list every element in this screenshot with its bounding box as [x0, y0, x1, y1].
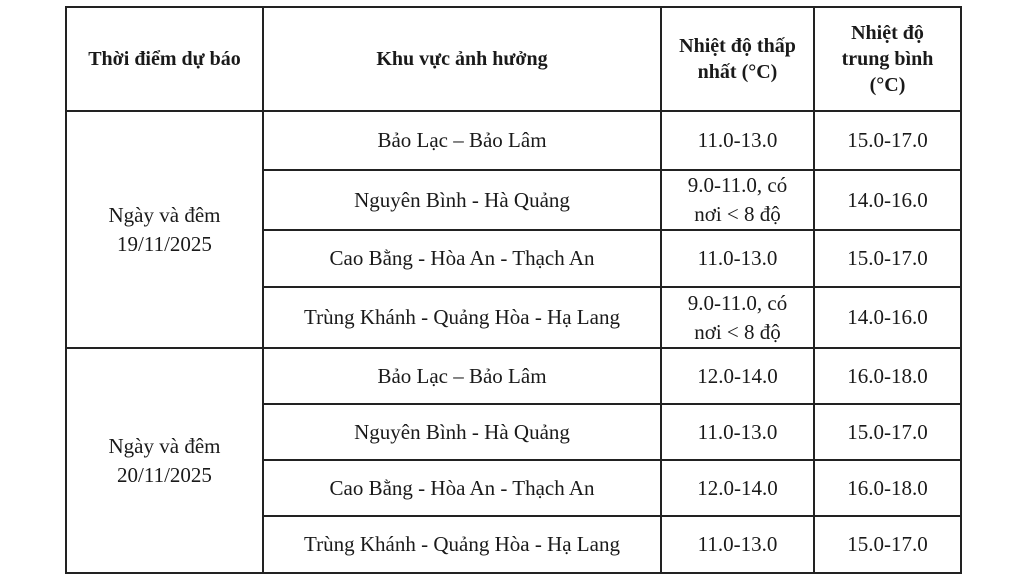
header-area: Khu vực ảnh hưởng — [263, 7, 661, 111]
avg-temp-cell: 15.0-17.0 — [814, 516, 961, 573]
min-temp-line: nơi < 8 độ — [694, 202, 781, 226]
min-temp-cell — [661, 404, 814, 460]
header-min-temp — [661, 7, 814, 111]
avg-temp-cell: 14.0-16.0 — [814, 287, 961, 348]
header-avg-temp-line: (°C) — [869, 74, 906, 96]
min-temp-cell — [661, 111, 814, 170]
min-temp-cell — [661, 516, 814, 573]
avg-temp-cell: 16.0-18.0 — [814, 348, 961, 404]
min-temp-line: 12.0-14.0 — [697, 363, 778, 388]
min-temp-line: 11.0-13.0 — [697, 419, 778, 444]
min-temp-line: 11.0-13.0 — [697, 128, 778, 152]
header-row — [66, 7, 961, 111]
table-row — [66, 348, 961, 404]
area-cell: Trùng Khánh - Quảng Hòa - Hạ Lang — [263, 287, 661, 348]
table-row — [66, 111, 961, 170]
forecast-table — [65, 6, 962, 574]
area-cell: Cao Bằng - Hòa An - Thạch An — [263, 460, 661, 516]
avg-temp-cell: 14.0-16.0 — [814, 170, 961, 230]
header-avg-temp-line: trung bình — [841, 48, 934, 70]
area-cell: Cao Bằng - Hòa An - Thạch An — [263, 230, 661, 287]
avg-temp-cell: 15.0-17.0 — [814, 404, 961, 460]
min-temp-line: 12.0-14.0 — [697, 475, 778, 500]
min-temp-line: 9.0-11.0, có — [687, 173, 788, 197]
area-cell: Nguyên Bình - Hà Quảng — [263, 170, 661, 230]
avg-temp-cell: 15.0-17.0 — [814, 111, 961, 170]
forecast-time-cell — [66, 111, 263, 348]
min-temp-cell — [661, 348, 814, 404]
header-avg-temp-line: Nhiệt độ — [851, 22, 924, 44]
avg-temp-cell: 15.0-17.0 — [814, 230, 961, 287]
area-cell: Trùng Khánh - Quảng Hòa - Hạ Lang — [263, 516, 661, 573]
avg-temp-cell: 16.0-18.0 — [814, 460, 961, 516]
area-cell: Nguyên Bình - Hà Quảng — [263, 404, 661, 460]
forecast-time-cell — [66, 348, 263, 573]
forecast-time-line: 20/11/2025 — [117, 462, 212, 487]
header-min-temp-line: Nhiệt độ thấp — [679, 35, 796, 57]
area-cell: Bảo Lạc – Bảo Lâm — [263, 348, 661, 404]
header-min-temp-line: nhất (°C) — [697, 61, 778, 83]
min-temp-line: 9.0-11.0, có — [687, 290, 788, 315]
min-temp-line: 11.0-13.0 — [697, 246, 778, 270]
forecast-time-line: Ngày và đêm — [108, 202, 221, 227]
min-temp-cell — [661, 230, 814, 287]
header-avg-temp — [814, 7, 961, 111]
min-temp-cell — [661, 287, 814, 348]
min-temp-line: nơi < 8 độ — [694, 319, 781, 344]
min-temp-line: 11.0-13.0 — [697, 532, 778, 556]
header-time: Thời điểm dự báo — [66, 7, 263, 111]
forecast-time-line: 19/11/2025 — [117, 231, 212, 256]
min-temp-cell — [661, 170, 814, 230]
forecast-time-line: Ngày và đêm — [108, 433, 221, 458]
area-cell: Bảo Lạc – Bảo Lâm — [263, 111, 661, 170]
min-temp-cell — [661, 460, 814, 516]
